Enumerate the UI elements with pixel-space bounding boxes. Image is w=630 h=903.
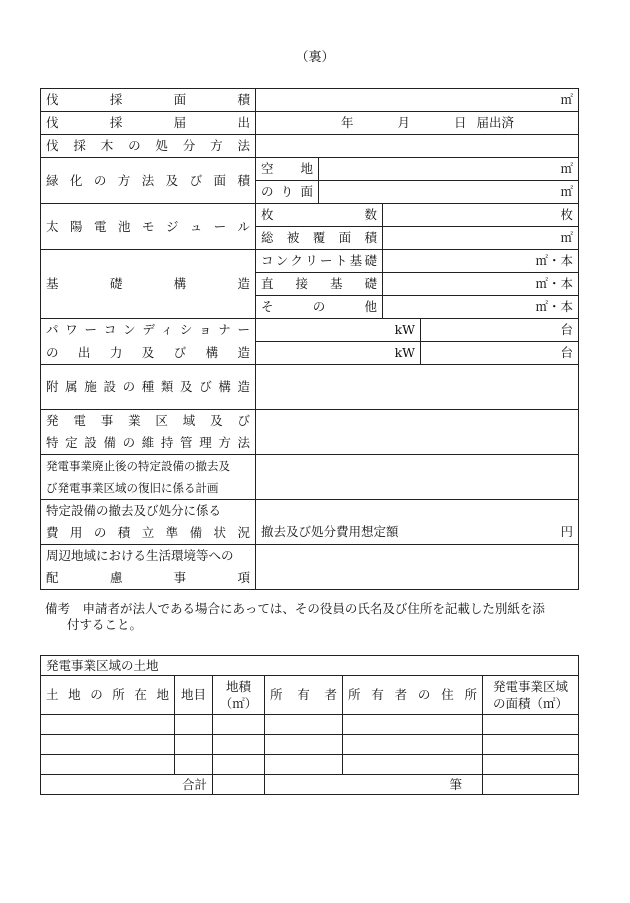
greening-vacant-label: 空地 (256, 158, 319, 181)
solar-count-field[interactable] (383, 204, 579, 227)
total-count-cell[interactable] (265, 775, 483, 795)
reserve-label (41, 500, 256, 545)
reserve-label-line2: 費用の積立準備状況 (46, 525, 250, 540)
pcs-count-field-2[interactable] (421, 342, 579, 365)
area-cell[interactable] (213, 755, 265, 775)
notice-label: 伐採届出 (41, 112, 256, 135)
page-title: （裏） (295, 50, 335, 65)
note-prefix: 備考 (45, 601, 71, 616)
area-value-field[interactable] (256, 89, 579, 112)
maintenance-field[interactable] (256, 410, 579, 455)
region-area-cell[interactable] (483, 755, 579, 775)
pcs-kw-unit-1: kW (394, 322, 415, 337)
foundation-concrete-unit: ㎡・本 (535, 253, 574, 268)
owner-cell[interactable] (265, 735, 343, 755)
pcs-count-field-1[interactable] (421, 319, 579, 342)
solar-count-unit: 枚 (560, 207, 574, 222)
header-region-area (483, 676, 579, 715)
month-label: 月 (397, 115, 411, 130)
notice-date-field[interactable] (256, 112, 579, 135)
category-cell[interactable] (175, 735, 213, 755)
foundation-other-label: その他 (256, 296, 383, 319)
greening-label: 緑化の方法及び面積 (41, 158, 256, 204)
greening-vacant-unit: ㎡ (560, 161, 574, 176)
greening-slope-field[interactable] (319, 181, 579, 204)
maintenance-label (41, 410, 256, 455)
header-region-area-line2: の面積（㎡） (493, 696, 569, 711)
facility-label: 附属施設の種類及び構造 (41, 365, 256, 410)
environment-label (41, 545, 256, 590)
greening-slope-unit: ㎡ (560, 184, 574, 199)
area-cell[interactable] (213, 735, 265, 755)
solar-label: 太陽電池モジュール (41, 204, 256, 250)
owner-address-cell[interactable] (343, 755, 483, 775)
region-area-cell[interactable] (483, 715, 579, 735)
location-cell[interactable] (41, 755, 175, 775)
solar-area-unit: ㎡ (560, 230, 574, 245)
foundation-label: 基礎構造 (41, 250, 256, 319)
restoration-label-line1: 発電事業廃止後の特定設備の撤去及 (46, 459, 230, 473)
area-cell[interactable] (213, 715, 265, 735)
foundation-direct-label: 直接基礎 (256, 273, 383, 296)
header-region-area-line1: 発電事業区域 (493, 679, 569, 694)
header-area-line2: （㎡） (219, 696, 258, 711)
category-cell[interactable] (175, 755, 213, 775)
reserve-amount-field[interactable] (256, 500, 579, 545)
solar-area-field[interactable] (383, 227, 579, 250)
total-label: 合計 (41, 775, 213, 795)
pcs-output-field-1[interactable] (256, 319, 421, 342)
header-location: 土地の所在地 (41, 676, 175, 715)
disposal-label: 伐採木の処分方法 (41, 135, 256, 158)
owner-address-cell[interactable] (343, 735, 483, 755)
count-unit: 筆 (449, 776, 462, 792)
table-row (41, 755, 579, 775)
pcs-count-unit-1: 台 (560, 322, 574, 337)
day-label: 日 (454, 115, 467, 130)
location-cell[interactable] (41, 735, 175, 755)
year-label: 年 (341, 115, 354, 130)
pcs-label-line1: パワーコンディショナー (41, 319, 256, 342)
application-details-table (40, 88, 579, 590)
reserve-label-line1: 特定設備の撤去及び処分に係る (46, 503, 222, 518)
greening-vacant-field[interactable] (319, 158, 579, 181)
area-unit: ㎡ (560, 92, 574, 107)
land-table-title: 発電事業区域の土地 (41, 656, 579, 676)
pcs-label-line2: の出力及び構造 (41, 342, 256, 365)
owner-cell[interactable] (265, 715, 343, 735)
foundation-other-field[interactable] (383, 296, 579, 319)
category-cell[interactable] (175, 715, 213, 735)
area-label: 伐採面積 (41, 89, 256, 112)
maintenance-label-line2: 特定設備の維持管理方法 (46, 435, 250, 450)
reserve-unit: 円 (560, 524, 574, 539)
restoration-field[interactable] (256, 455, 579, 500)
environment-label-line1: 周辺地域における生活環境等への (46, 548, 234, 563)
foundation-direct-field[interactable] (383, 273, 579, 296)
foundation-concrete-field[interactable] (383, 250, 579, 273)
note-text-line2: 付すること。 (67, 617, 143, 632)
note (45, 601, 585, 633)
table-row (41, 735, 579, 755)
restoration-label-line2: び発電事業区域の復旧に係る計画 (46, 481, 219, 495)
table-row (41, 715, 579, 735)
reserve-text: 撤去及び処分費用想定額 (261, 524, 399, 539)
disposal-field[interactable] (256, 135, 579, 158)
owner-cell[interactable] (265, 755, 343, 775)
greening-slope-label: のり面 (256, 181, 319, 204)
header-area (213, 676, 265, 715)
location-cell[interactable] (41, 715, 175, 735)
header-owner: 所有者 (265, 676, 343, 715)
land-table (40, 655, 579, 795)
environment-label-line2: 配慮事項 (46, 570, 250, 585)
owner-address-cell[interactable] (343, 715, 483, 735)
restoration-label (41, 455, 256, 500)
maintenance-label-line1: 発電事業区域及び (46, 413, 250, 428)
notice-status: 届出済 (476, 115, 515, 130)
foundation-direct-unit: ㎡・本 (535, 276, 574, 291)
foundation-other-unit: ㎡・本 (535, 299, 574, 314)
facility-field[interactable] (256, 365, 579, 410)
header-area-line1: 地積 (225, 679, 251, 694)
total-region-area-cell[interactable] (483, 775, 579, 795)
solar-area-label: 総被覆面積 (256, 227, 383, 250)
header-owner-address: 所有者の住所 (343, 676, 483, 715)
foundation-concrete-label: コンクリート基礎 (256, 250, 383, 273)
pcs-output-field-2[interactable] (256, 342, 421, 365)
region-area-cell[interactable] (483, 735, 579, 755)
pcs-count-unit-2: 台 (560, 345, 574, 360)
note-text-line1: 申請者が法人である場合にあっては、その役員の氏名及び住所を記載した別紙を添 (82, 601, 545, 616)
total-row (41, 775, 579, 795)
environment-field[interactable] (256, 545, 579, 590)
header-category: 地目 (175, 676, 213, 715)
pcs-kw-unit-2: kW (394, 345, 415, 360)
solar-count-label: 枚数 (256, 204, 383, 227)
total-area-cell[interactable] (213, 775, 265, 795)
